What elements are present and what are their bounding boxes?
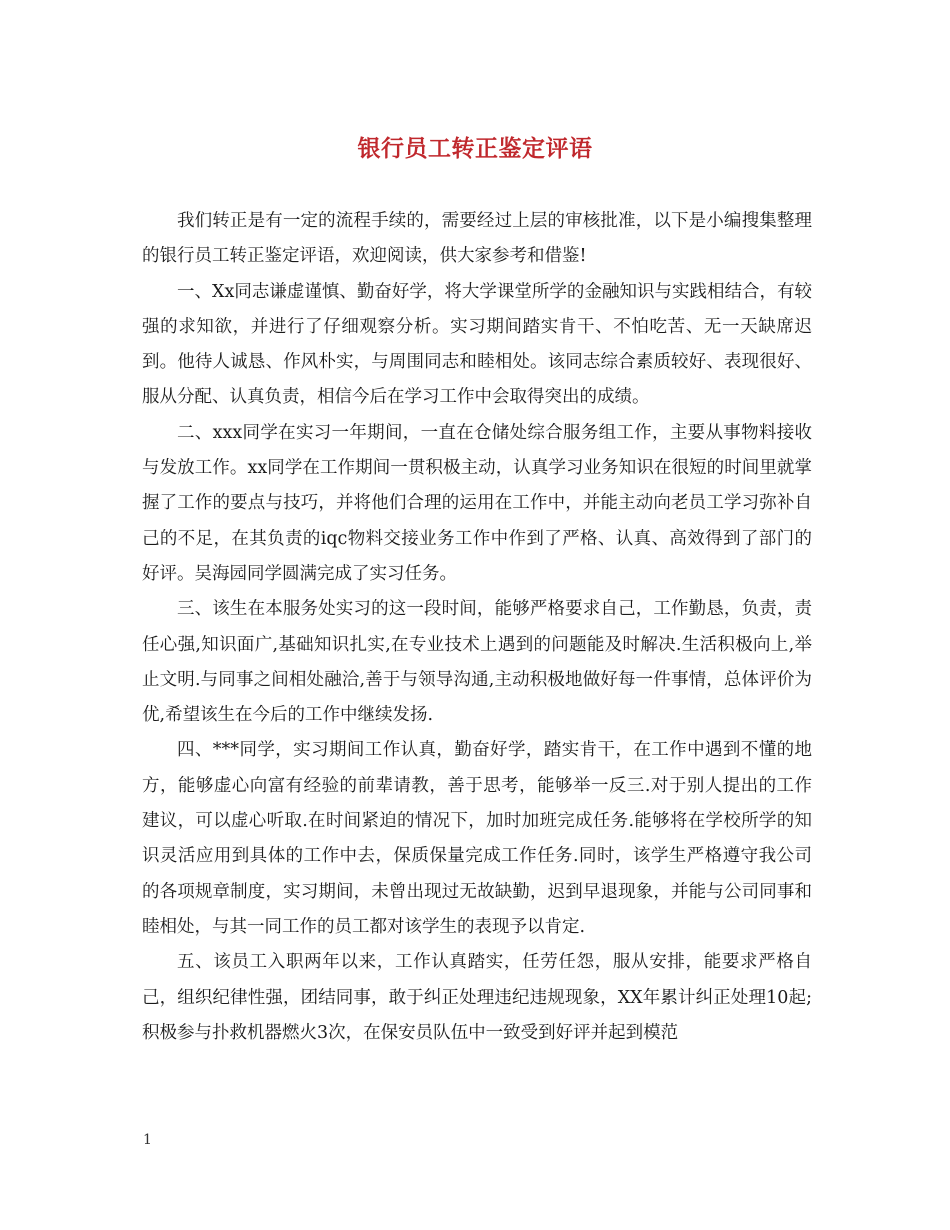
document-body — [142, 204, 812, 1051]
paragraph-4: 四、***同学，实习期间工作认真，勤奋好学，踏实肯干，在工作中遇到不懂的地方，能够虚心向富有经验的前辈请教，善于思考，能够举一反三.对于别人提出的工作建议，可以虚心听取.在时间紧迫的情况下，加时加班完成任务.能够将在学校所学的知识灵活应用到具体的工作中去，保质保量完成工作任务.同时，该学生严格遵守我公司的各项规章制度，实习期间，未曾出现过无故缺勤，迟到早退现象，并能与公司同事和睦相处，与其一同工作的员工都对该学生的表现予以肯定. — [142, 740, 812, 937]
document-title: 银行员工转正鉴定评语 — [357, 136, 593, 162]
paragraph-1: 一、Xx同志谦虚谨慎、勤奋好学，将大学课堂所学的金融知识与实践相结合，有较强的求知欲，并进行了仔细观察分析。实习期间踏实肯干、不怕吃苦、无一天缺席迟到。他待人诚恳、作风朴实，与周围同志和睦相处。该同志综合素质较好、表现很好、服从分配、认真负责，相信今后在学习工作中会取得突出的成绩。 — [142, 281, 812, 408]
paragraph-5: 五、该员工入职两年以来，工作认真踏实，任劳任怨，服从安排，能要求严格自己，组织纪律性强，团结同事，敢于纠正处理违纪违规现象，XX年累计纠正处理10起;积极参与扑救机器燃火3次，在保安员队伍中一致受到好评并起到模范 — [142, 952, 812, 1043]
paragraph-3: 三、该生在本服务处实习的这一段时间，能够严格要求自己，工作勤恳，负责，责任心强,知识面广,基础知识扎实,在专业技术上遇到的问题能及时解决.生活积极向上,举止文明.与同事之间相处融洽,善于与领导沟通,主动积极地做好每一件事情，总体评价为优,希望该生在今后的工作中继续发扬. — [142, 599, 812, 726]
paragraph-2: 二、xxx同学在实习一年期间，一直在仓储处综合服务组工作，主要从事物料接收与发放工作。xx同学在工作期间一贯积极主动，认真学习业务知识在很短的时间里就掌握了工作的要点与技巧，并将他们合理的运用在工作中，并能主动向老员工学习弥补自己的不足，在其负责的iqc物料交接业务工作中作到了严格、认真、高效得到了部门的好评。吴海园同学圆满完成了实习任务。 — [142, 422, 812, 584]
page-number: 1 — [143, 1132, 152, 1148]
paragraph-intro: 我们转正是有一定的流程手续的，需要经过上层的审核批准，以下是小编搜集整理的银行员工转正鉴定评语，欢迎阅读，供大家参考和借鉴! — [142, 211, 812, 267]
